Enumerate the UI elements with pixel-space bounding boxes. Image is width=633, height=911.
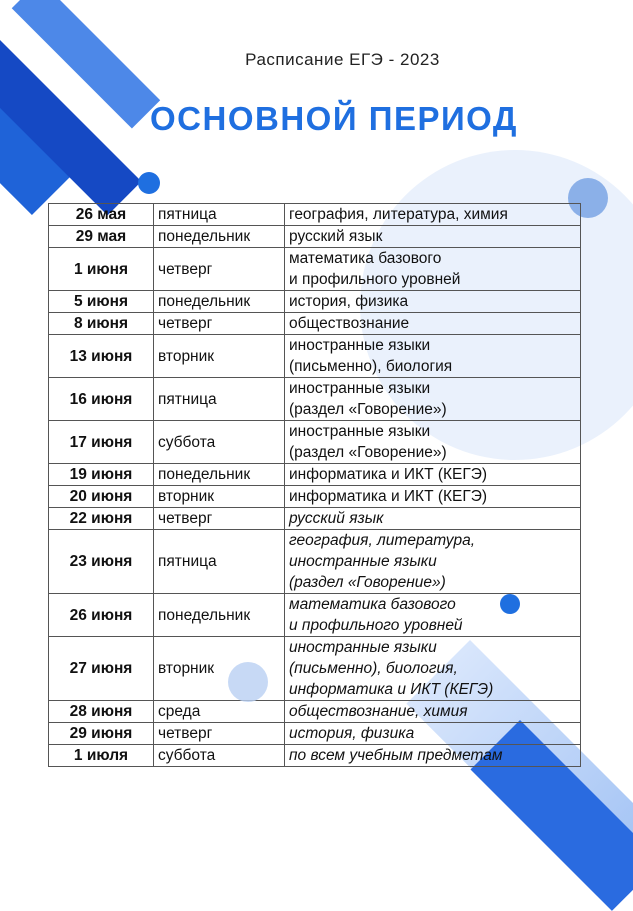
table-row [49, 226, 581, 248]
exam-weekday: пятница [154, 378, 285, 421]
subject-line: информатика и ИКТ (КЕГЭ) [289, 488, 488, 505]
page-title: ОСНОВНОЙ ПЕРИОД [150, 100, 518, 137]
subject-line: информатика и ИКТ (КЕГЭ) [289, 681, 494, 698]
exam-date: 29 июня [49, 723, 154, 745]
exam-weekday: вторник [154, 486, 285, 508]
exam-date: 8 июня [49, 313, 154, 335]
decor-dot [500, 594, 520, 614]
exam-subjects [285, 378, 581, 421]
table-row [49, 637, 581, 701]
table-row [49, 723, 581, 745]
exam-weekday: понедельник [154, 291, 285, 313]
table-row [49, 291, 581, 313]
exam-date: 22 июня [49, 508, 154, 530]
exam-date: 13 июня [49, 335, 154, 378]
exam-subjects [285, 464, 581, 486]
subject-line: информатика и ИКТ (КЕГЭ) [289, 466, 488, 483]
exam-date: 1 июля [49, 745, 154, 767]
exam-date: 29 мая [49, 226, 154, 248]
exam-weekday: понедельник [154, 226, 285, 248]
exam-subjects [285, 745, 581, 767]
table-row [49, 421, 581, 464]
exam-subjects [285, 637, 581, 701]
exam-subjects [285, 486, 581, 508]
exam-weekday: вторник [154, 637, 285, 701]
exam-subjects [285, 594, 581, 637]
exam-subjects [285, 291, 581, 313]
table-row [49, 745, 581, 767]
subject-line: математика базового [289, 596, 456, 613]
subject-line: иностранные языки [289, 553, 437, 570]
subject-line: (раздел «Говорение») [289, 401, 447, 418]
table-row [49, 378, 581, 421]
subject-line: (раздел «Говорение») [289, 444, 447, 461]
schedule-table [48, 203, 581, 767]
subject-line: и профильного уровней [289, 617, 463, 634]
exam-date: 26 июня [49, 594, 154, 637]
exam-subjects [285, 313, 581, 335]
subject-line: обществознание, химия [289, 703, 468, 720]
table-row [49, 701, 581, 723]
exam-weekday: четверг [154, 248, 285, 291]
decor-dot [138, 172, 160, 194]
exam-date: 23 июня [49, 530, 154, 594]
exam-date: 17 июня [49, 421, 154, 464]
subject-line: иностранные языки [289, 639, 437, 656]
exam-date: 20 июня [49, 486, 154, 508]
exam-subjects [285, 335, 581, 378]
exam-weekday: четверг [154, 508, 285, 530]
subject-line: обществознание [289, 315, 410, 332]
exam-subjects [285, 421, 581, 464]
subject-line: (раздел «Говорение») [289, 574, 446, 591]
table-row [49, 464, 581, 486]
exam-date: 5 июня [49, 291, 154, 313]
subject-line: по всем учебным предметам [289, 747, 503, 764]
subject-line: история, физика [289, 293, 409, 310]
exam-subjects [285, 204, 581, 226]
table-row [49, 204, 581, 226]
subject-line: география, литература, [289, 532, 476, 549]
subject-line: математика базового [289, 250, 442, 267]
exam-weekday: суббота [154, 745, 285, 767]
exam-date: 16 июня [49, 378, 154, 421]
subject-line: русский язык [289, 228, 383, 245]
subject-line: география, литература, химия [289, 206, 508, 223]
exam-subjects [285, 508, 581, 530]
exam-date: 19 июня [49, 464, 154, 486]
table-row [49, 313, 581, 335]
exam-weekday: среда [154, 701, 285, 723]
table-row [49, 530, 581, 594]
exam-weekday: понедельник [154, 594, 285, 637]
exam-date: 28 июня [49, 701, 154, 723]
exam-date: 26 мая [49, 204, 154, 226]
table-row [49, 335, 581, 378]
exam-weekday: пятница [154, 530, 285, 594]
exam-weekday: понедельник [154, 464, 285, 486]
exam-subjects [285, 723, 581, 745]
subject-line: иностранные языки [289, 423, 431, 440]
subject-line: русский язык [289, 510, 384, 527]
subject-line: иностранные языки [289, 337, 431, 354]
exam-subjects [285, 248, 581, 291]
exam-subjects [285, 530, 581, 594]
decor-dot [228, 662, 268, 702]
table-row [49, 508, 581, 530]
exam-date: 1 июня [49, 248, 154, 291]
exam-weekday: пятница [154, 204, 285, 226]
subject-line: история, физика [289, 725, 415, 742]
exam-weekday: четверг [154, 313, 285, 335]
exam-subjects [285, 226, 581, 248]
exam-weekday: четверг [154, 723, 285, 745]
exam-date: 27 июня [49, 637, 154, 701]
table-row [49, 248, 581, 291]
subject-line: (письменно), биология, [289, 660, 458, 677]
subject-line: иностранные языки [289, 380, 431, 397]
exam-weekday: вторник [154, 335, 285, 378]
document-subtitle: Расписание ЕГЭ - 2023 [245, 50, 440, 69]
subject-line: (письменно), биология [289, 358, 453, 375]
exam-subjects [285, 701, 581, 723]
exam-weekday: суббота [154, 421, 285, 464]
table-row [49, 486, 581, 508]
subject-line: и профильного уровней [289, 271, 461, 288]
